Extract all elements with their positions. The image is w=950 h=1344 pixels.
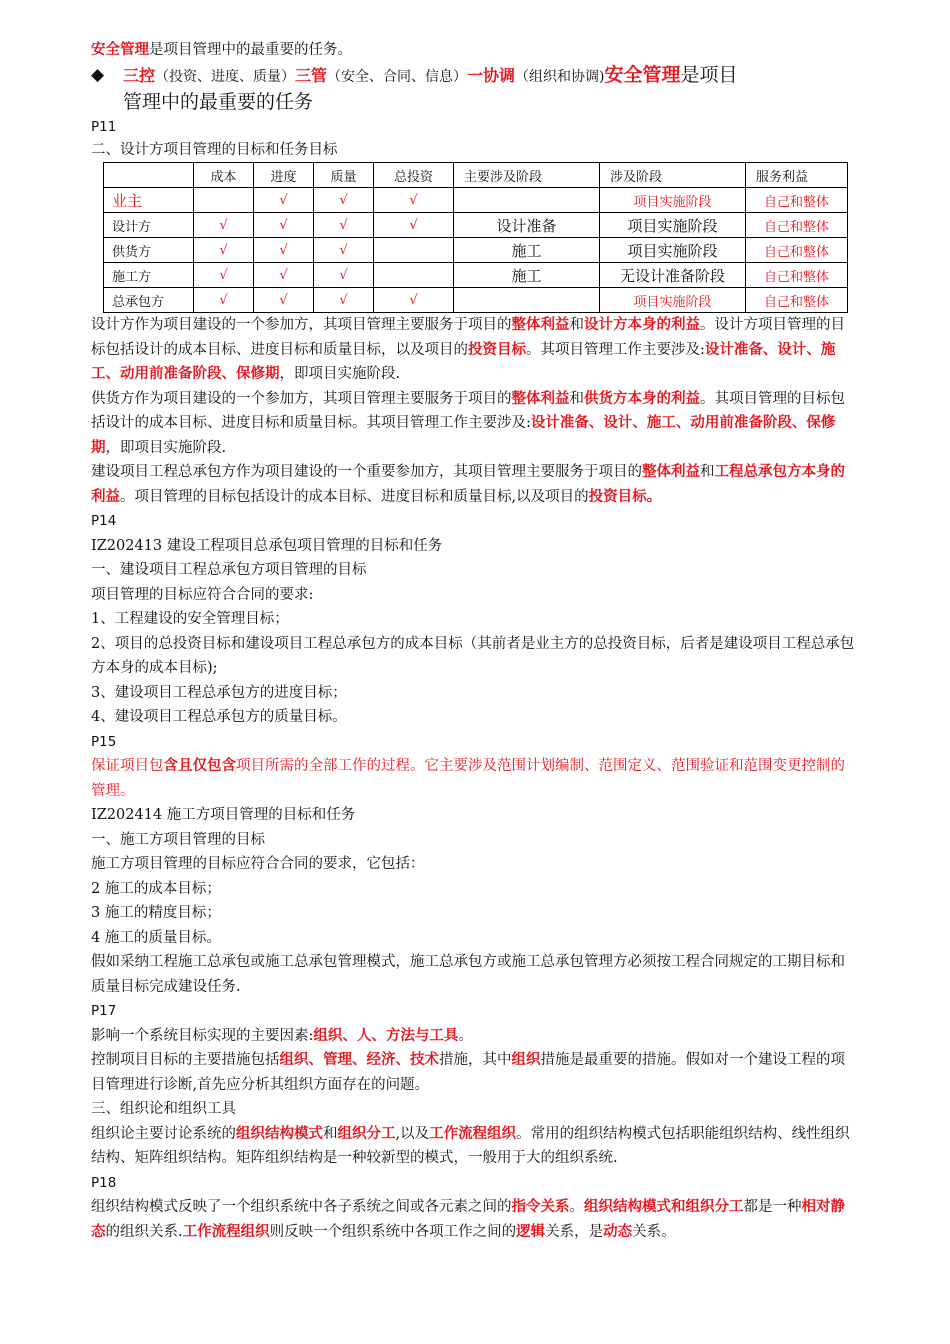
page-ref-p15: P15: [91, 733, 117, 750]
page-ref-p18: P18: [91, 1174, 117, 1191]
table-cell: [374, 263, 454, 288]
table-cell: √: [314, 263, 374, 288]
table-cell: √: [314, 288, 374, 313]
table-row: [104, 188, 848, 213]
table-cell: 设计准备: [454, 213, 600, 238]
table-cell: 自己和整体: [746, 188, 848, 213]
paragraph-general-contractor: 建设项目工程总承包方作为项目建设的一个重要参加方，其项目管理主要服务于项目的整体利益和工程总承包方本身的利益。项目管理的目标包括设计的成本目标、进度目标和质量目标,以及项目的投资目标。: [91, 464, 845, 505]
bullet-text: 三控（投资、进度、质量）三管（安全、合同、信息）一协调（组织和协调)安全管理是项目 管理中的最重要的任务: [123, 63, 738, 113]
table-cell: √: [254, 213, 314, 238]
document-body: [91, 38, 859, 1244]
table-cell: [454, 188, 600, 213]
table-cell: √: [194, 238, 254, 263]
table-cell: √: [374, 288, 454, 313]
table-cell: 项目实施阶段: [600, 188, 746, 213]
table-cell: √: [254, 288, 314, 313]
table-cell: √: [194, 213, 254, 238]
table-cell: [194, 188, 254, 213]
table-cell: 项目实施阶段: [600, 213, 746, 238]
table-cell: 无设计准备阶段: [600, 263, 746, 288]
construction-intro: 施工方项目管理的目标应符合合同的要求，它包括：: [91, 856, 425, 872]
page-ref-p11: P11: [91, 118, 117, 135]
table-row: [104, 238, 848, 263]
section-heading-organization: 三、组织论和组织工具: [91, 1101, 236, 1117]
table-cell: 项目实施阶段: [600, 238, 746, 263]
list-item: 4、建设项目工程总承包方的质量目标。: [91, 709, 347, 725]
diamond-bullet-icon: ◆: [91, 64, 105, 85]
page-ref-p14: P14: [91, 513, 117, 529]
paragraph-scope: 保证项目包含且仅包含项目所需的全部工作的过程。它主要涉及范围计划编制、范围定义、范围验证和范围变更控制的管理。: [91, 758, 845, 799]
table-row: [104, 288, 848, 313]
table-cell: √: [374, 188, 454, 213]
table-header-cell: 成本: [194, 163, 254, 188]
paragraph-structure-relations: 组织结构模式反映了一个组织系统中各子系统之间或各元素之间的指令关系。组织结构模式和组织分工都是一种相对静态的组织关系.工作流程组织则反映一个组织系统中各项工作之间的逻辑关系，是动态关系。: [91, 1199, 845, 1240]
objectives-table: [103, 162, 848, 313]
intro-line: 安全管理是项目管理中的最重要的任务。: [91, 42, 352, 58]
table-header-cell: 进度: [254, 163, 314, 188]
table-cell: √: [314, 188, 374, 213]
table-header-cell: 服务利益: [746, 163, 848, 188]
table-header-cell: 质量: [314, 163, 374, 188]
table-cell: √: [254, 263, 314, 288]
table-cell: 自己和整体: [746, 288, 848, 313]
paragraph-design-party: 设计方作为项目建设的一个参加方，其项目管理主要服务于项目的整体利益和设计方本身的利益。设计方项目管理的目标包括设计的成本目标、进度目标和质量目标，以及项目的投资目标。其项目管理工作主要涉及:设计准备、设计、施工、动用前准备阶段、保修期，即项目实施阶段.: [91, 317, 845, 382]
section-heading-iz202414: IZ202414 施工方项目管理的目标和任务: [91, 807, 356, 823]
table-cell: 总承包方: [104, 288, 194, 313]
table-cell: 自己和整体: [746, 263, 848, 288]
table-header-cell: 涉及阶段: [600, 163, 746, 188]
paragraph-measures: 控制项目目标的主要措施包括组织、管理、经济、技术措施，其中组织措施是最重要的措施。假如对一个建设工程的项目管理进行诊断,首先应分析其组织方面存在的问题。: [91, 1052, 845, 1093]
list-item: 4 施工的质量目标。: [91, 929, 221, 946]
paragraph-supplier: 供货方作为项目建设的一个参加方，其项目管理主要服务于项目的整体利益和供货方本身的利益。其项目管理的目标包括设计的成本目标、进度目标和质量目标。其项目管理工作主要涉及:设计准备、设计、施工、动用前准备阶段、保修期，即项目实施阶段.: [91, 390, 845, 456]
table-cell: √: [314, 238, 374, 263]
table-cell: √: [194, 288, 254, 313]
paragraph-construction: 假如采纳工程施工总承包或施工总承包管理模式，施工总承包方或施工总承包管理方必须按工程合同规定的工期目标和质量目标完成建设任务.: [91, 954, 845, 995]
table-cell: 业主: [104, 188, 194, 213]
gc-intro: 项目管理的目标应符合合同的要求:: [91, 586, 314, 603]
list-item: 2、项目的总投资目标和建设项目工程总承包方的成本目标（其前者是业主方的总投资目标，后者是建设项目工程总承包方本身的成本目标);: [91, 635, 855, 676]
list-item: 1、工程建设的安全管理目标；: [91, 611, 289, 627]
section-heading-design: 二、设计方项目管理的目标和任务目标: [91, 142, 338, 158]
table-cell: 自己和整体: [746, 213, 848, 238]
table-header-cell: 总投资: [374, 163, 454, 188]
table-header-cell: 主要涉及阶段: [454, 163, 600, 188]
paragraph-organization-theory: 组织论主要讨论系统的组织结构模式和组织分工,以及工作流程组织。常用的组织结构模式包括职能组织结构、线性组织结构、矩阵组织结构。矩阵组织结构是一种较新型的模式，一般用于大的组织系统.: [91, 1125, 850, 1166]
list-item: 3 施工的精度目标；: [91, 905, 221, 921]
table-cell: [374, 238, 454, 263]
table-row: [104, 263, 848, 288]
table-cell: [454, 288, 600, 313]
page-ref-p17: P17: [91, 1003, 117, 1019]
table-cell: 项目实施阶段: [600, 288, 746, 313]
list-item: 2 施工的成本目标；: [91, 880, 221, 897]
table-cell: 施工: [454, 238, 600, 263]
table-cell: 供货方: [104, 238, 194, 263]
bullet-three-controls: [91, 63, 859, 115]
table-cell: 施工方: [104, 263, 194, 288]
table-row: [104, 213, 848, 238]
table-cell: 自己和整体: [746, 238, 848, 263]
table-header-cell: [104, 163, 194, 188]
highlight-term: 安全管理: [91, 42, 149, 58]
table-cell: 设计方: [104, 213, 194, 238]
table-header-row: [104, 163, 848, 188]
table-cell: √: [254, 238, 314, 263]
table-cell: √: [254, 188, 314, 213]
list-item: 3、建设项目工程总承包方的进度目标；: [91, 684, 347, 701]
paragraph-factors: 影响一个系统目标实现的主要因素:组织、人、方法与工具。: [91, 1027, 473, 1044]
subheading-construction-objectives: 一、施工方项目管理的目标: [91, 831, 265, 848]
subheading-gc-objectives: 一、建设项目工程总承包方项目管理的目标: [91, 562, 367, 578]
table-cell: √: [314, 213, 374, 238]
table-cell: √: [374, 213, 454, 238]
table-cell: 施工: [454, 263, 600, 288]
section-heading-iz202413: IZ202413 建设工程项目总承包项目管理的目标和任务: [91, 537, 443, 554]
table-cell: √: [194, 263, 254, 288]
